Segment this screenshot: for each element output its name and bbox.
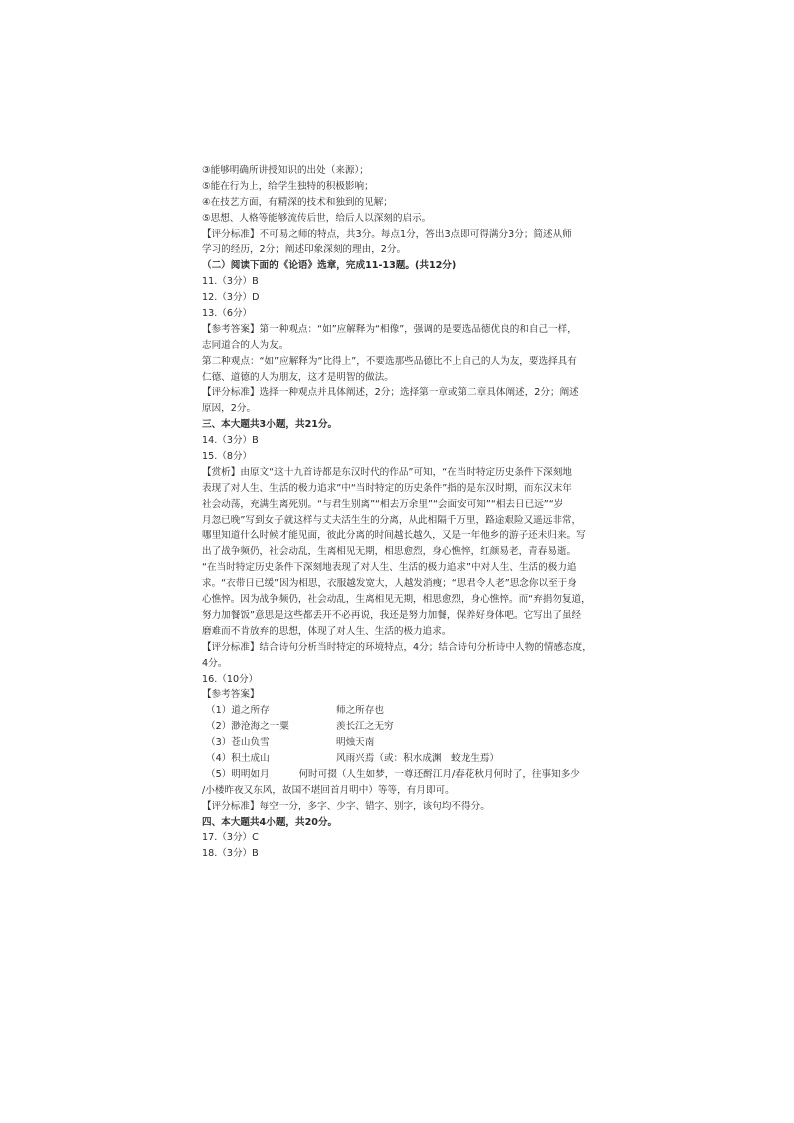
text-line: 【评分标准】结合诗句分析当时特定的环境特点，4分；结合诗句分析诗中人物的情感态度， (202, 641, 592, 653)
text-line: ④在技艺方面，有精深的技术和独到的见解； (202, 196, 393, 208)
answer-second-half: 风雨兴焉（或：积水成渊 蛟龙生焉） (336, 752, 500, 764)
answer-row (202, 735, 622, 751)
answer-first-half: （3）苍山负雪 (206, 737, 270, 749)
section-heading: 三、本大题共3小题，共21分。 (202, 419, 338, 431)
section-heading: （二）阅读下面的《论语》选章，完成11-13题。(共12分) (202, 260, 457, 272)
answer-second-half: 明烛天南 (336, 737, 375, 749)
text-line: 磨难而不肯放弃的思想，体现了对人生、生活的极力追求。 (202, 625, 452, 637)
text-line: （5）明明如月 何时可掇（人生如梦，一尊还酹江月/春花秋月何时了，往事知多少 (206, 768, 580, 780)
section-heading: 四、本大题共4小题，共20分。 (202, 816, 338, 828)
text-line: 努力加餐饭”意思是这些都丢开不必再说，我还是努力加餐，保养好身体吧。它写出了虽经 (202, 609, 582, 621)
text-line: 【评分标准】不可易之师的特点，共3分。每点1分，答出3点即可得满分3分；简述从师 (202, 228, 572, 240)
text-line: 【参考答案】第一种观点：“如”应解释为“相像”，强调的是要选品德优良的和自己一样， (202, 323, 577, 335)
answer-row (202, 703, 622, 719)
answer-line: 18.（3分）B (202, 848, 259, 860)
answer-line: 13.（6分） (202, 308, 253, 320)
text-line: 4分。 (202, 657, 228, 669)
text-line: ③能够明确所讲授知识的出处（来源）； (202, 165, 369, 176)
text-line: 学习的经历，2分；阐述印象深刻的理由，2分。 (202, 244, 407, 256)
document-page (202, 163, 622, 862)
answer-row (202, 719, 622, 735)
text-line: 出了战争频仍，社会动乱，生离相见无期，相思愈烈，身心憔悴，红颜易老，青春易逝。 (202, 546, 577, 558)
text-line: 社会动荡，充满生离死别。“与君生别离”“相去万余里”“会面安可知”“相去日已远”“岁 (202, 498, 564, 510)
text-line: 志同道合的人为友。 (202, 339, 289, 351)
answer-first-half: （2）渺沧海之一粟 (206, 721, 289, 733)
answer-first-half: （4）积土成山 (206, 752, 270, 764)
text-line: 【评分标准】选择一种观点并具体阐述，2分；选择第一章或第二章具体阐述，2分；阐述 (202, 387, 579, 399)
text-line: /小楼昨夜又东风，故国不堪回首月明中）等等，有月即可。 (202, 784, 455, 796)
answer-line: 12.（3分）D (202, 292, 260, 304)
answer-row (202, 751, 622, 767)
text-line: 月忽已晚”写到女子就这样与丈夫活生生的分离，从此相隔千万里，路途艰险又遥远非常， (202, 514, 582, 526)
answer-line: 15.（8分） (202, 451, 253, 463)
answer-second-half: 羡长江之无穷 (336, 721, 394, 733)
answer-line: 17.（3分）C (202, 832, 259, 844)
text-line: 仁德、道德的人为朋友，这才是明智的做法。 (202, 371, 394, 383)
text-line: 【参考答案】 (202, 689, 260, 701)
answer-second-half: 师之所存也 (336, 705, 384, 717)
answer-line: 14.（3分）B (202, 435, 259, 447)
text-line: 第二种观点：“如”应解释为“比得上”，不要选那些品德比不上自己的人为友，要选择具有 (202, 355, 577, 367)
text-line: 求。“衣带日已缓”因为相思，衣服越发宽大，人越发消瘦；“思君令人老”思念你以至于身 (202, 578, 577, 590)
answer-line: 16.（10分） (202, 673, 259, 685)
text-line: 哪里知道什么时候才能见面，彼此分离的时间越长越久，又是一年他乡的游子还未归来。写 (202, 530, 586, 542)
text-line: 心憔悴。因为战争频仍，社会动乱，生离相见无期，相思愈烈，身心憔悴。而“弃捐勿复道， (202, 594, 591, 606)
text-line: “在当时特定历史条件下深刻地表现了对人生、生活的极力追求”中对人生、生活的极力追 (202, 562, 577, 574)
text-line: ⑤思想、人格等能够流传后世，给后人以深刻的启示。 (202, 212, 432, 224)
text-line: 【评分标准】每空一分，多字、少字、错字、别字，该句均不得分。 (202, 800, 490, 812)
answer-line: 11.（3分）B (202, 276, 259, 288)
text-line: 表现了对人生、生活的极力追求”中“当时特定的历史条件”指的是东汉时期，而东汉末年 (202, 482, 572, 494)
text-line: 原因，2分。 (202, 403, 257, 415)
answer-first-half: （1）道之所存 (206, 705, 270, 717)
text-line: ⑤能在行为上，给学生独特的积极影响； (202, 180, 374, 192)
text-line: 【赏析】由原文“这十九首诗都是东汉时代的作品”可知，“在当时特定历史条件下深刻地 (202, 466, 572, 478)
